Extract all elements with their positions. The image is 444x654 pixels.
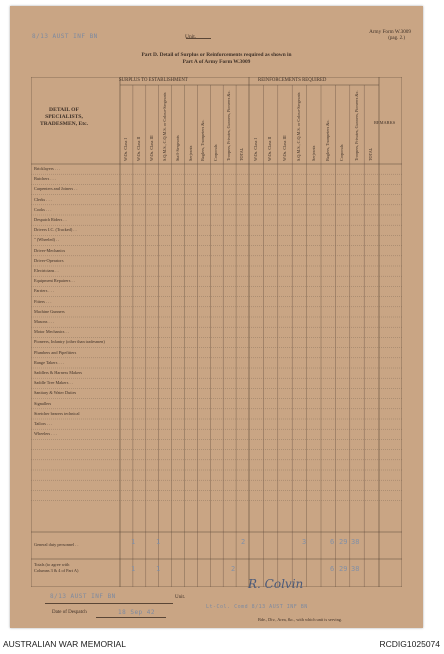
row-label: Sanitary & Water Duties bbox=[34, 390, 77, 396]
row-label: Electricians . . bbox=[34, 268, 59, 273]
row-label: Saddle Tree Makers . . bbox=[34, 380, 73, 386]
gd-value: 1 bbox=[156, 538, 161, 546]
part-subtitle: Part A of Army Form W.3009 bbox=[182, 59, 251, 65]
footer-right: RCDIG1025074 bbox=[379, 639, 440, 649]
reinf-col-label: W.Os. Class I bbox=[253, 138, 258, 161]
row-label: Saddlers & Harness Makers bbox=[34, 370, 83, 375]
gd-value: 3 bbox=[302, 538, 307, 546]
row-label: Fitters . . . bbox=[34, 298, 52, 304]
row-label: Driver-Mechanics bbox=[34, 247, 66, 253]
row-label: Stretcher bearers technical bbox=[34, 410, 80, 416]
surplus-col-label: Corporals bbox=[213, 144, 219, 161]
reinf-col-label: Serjeants bbox=[310, 145, 316, 161]
row-label: Signallers bbox=[34, 400, 52, 406]
footnote: Bde., Div., Area, &c., with which unit is serving. bbox=[258, 617, 342, 622]
reinf-heading: REINFORCEMENTS REQUIRED bbox=[258, 78, 327, 83]
row-label: Wheelers . . . bbox=[34, 431, 57, 437]
unit-underline bbox=[186, 38, 211, 39]
reinf-col-label: S.Q.M.S., C.Q.M.S. or Colour-Sergeants bbox=[296, 92, 302, 161]
gd-value: 29 bbox=[339, 538, 348, 546]
part-title: Part D. Detail of Surplus or Reinforcements required as shown in bbox=[141, 52, 292, 58]
total-value: 29 bbox=[339, 565, 348, 573]
row-label: Tailors . . . bbox=[34, 421, 53, 426]
bottom-unit-underline bbox=[45, 603, 173, 604]
gd-value: 1 bbox=[131, 538, 136, 546]
general-duty-label: General duty personnel . . bbox=[34, 542, 79, 547]
row-label: Plumbers and Pipefitters bbox=[34, 349, 77, 355]
unit-stamp: 8/13 AUST INF BN bbox=[32, 33, 98, 40]
date-underline bbox=[96, 617, 166, 618]
row-label: " (Wheeled) . . bbox=[34, 237, 60, 243]
remarks-heading: REMARKS bbox=[374, 120, 396, 125]
row-label: Driver-Operators bbox=[34, 257, 64, 263]
totals-label-2: Columns 3 & 4 of Part A) bbox=[34, 568, 79, 573]
row-label: Masons . . . bbox=[34, 319, 54, 324]
row-label: Farriers . . . bbox=[34, 288, 54, 294]
row-label: Bricklayers . . . bbox=[34, 166, 61, 171]
total-value: 1 bbox=[131, 565, 136, 573]
despatch-date-label: Date of Despatch bbox=[52, 610, 87, 615]
reinf-col-label: Corporals bbox=[339, 144, 345, 161]
unit-label: Unit. bbox=[185, 34, 197, 40]
document-page bbox=[10, 6, 423, 628]
row-label: Equipment Repairers . . bbox=[34, 278, 75, 284]
signer-stamp: Lt-Col. Comd 8/13 AUST INF BN bbox=[206, 604, 308, 610]
gd-value: 38 bbox=[351, 538, 360, 546]
row-label: Pioneers, Infantry (other than tradesmen) bbox=[34, 339, 105, 345]
surplus-col-label: W.Os. Class I bbox=[123, 138, 128, 161]
row-label: Butchers . . . bbox=[34, 176, 56, 182]
form-number: Army Form W.3009 bbox=[369, 29, 411, 35]
surplus-col-label: Serjeants bbox=[187, 145, 193, 161]
surplus-col-label: Staff-Sergeants bbox=[174, 135, 180, 161]
total-value: 38 bbox=[351, 565, 360, 573]
row-label: Clerks . . . bbox=[34, 196, 52, 202]
row-label: Drivers I.C. (Tracked) . . bbox=[34, 227, 77, 233]
reinf-col-label: W.Os. Class II bbox=[267, 136, 273, 161]
reinf-col-label: Troopers, Privates, Gunners, Pioneers &c. bbox=[353, 90, 359, 161]
gd-value: 6 bbox=[330, 538, 335, 546]
archive-footer bbox=[0, 634, 444, 654]
bottom-unit-stamp: 8/13 AUST INF BN bbox=[50, 593, 116, 600]
gd-value: 2 bbox=[241, 538, 246, 546]
surplus-col-label: Buglers, Trumpeters &c. bbox=[200, 119, 206, 161]
row-label: Machine Gunners bbox=[34, 308, 65, 314]
footer-left: AUSTRALIAN WAR MEMORIAL bbox=[3, 639, 126, 649]
bottom-unit-label: Unit. bbox=[175, 595, 186, 600]
row-label: Cooks . . . bbox=[34, 206, 52, 212]
surplus-col-label: W.Os. Class II bbox=[135, 136, 141, 161]
signature: R. Colvin bbox=[248, 577, 304, 591]
totals-label-1: Totals (to agree with bbox=[34, 562, 70, 567]
reinf-col-label: Buglers, Trumpeters &c. bbox=[325, 119, 330, 161]
reinf-col-label: W.Os. Class III bbox=[281, 135, 287, 161]
surplus-col-label: S.Q.M.S., C.Q.M.S. or Colour-Sergeants bbox=[161, 92, 167, 161]
page-number: (pag. 2.) bbox=[388, 36, 405, 41]
surplus-col-label: TOTAL bbox=[239, 147, 245, 161]
surplus-col-label: Troopers, Privates, Gunners, Pioneers &c. bbox=[226, 90, 232, 161]
total-value: 2 bbox=[231, 565, 236, 573]
row-label: Motor Mechanics . . bbox=[34, 329, 69, 335]
row-label: Range Takers . . . bbox=[34, 359, 64, 365]
total-value: 6 bbox=[330, 565, 335, 573]
row-label: Carpenters and Joiners . . bbox=[34, 186, 78, 192]
reinf-col-label: TOTAL bbox=[368, 147, 374, 161]
total-value: 1 bbox=[156, 565, 161, 573]
detail-heading: DETAIL OF SPECIALISTS, TRADESMEN, Etc. bbox=[39, 107, 88, 127]
row-label: Despatch Riders . . bbox=[34, 217, 67, 222]
despatch-date-value: 18 Sep 42 bbox=[118, 609, 156, 616]
surplus-col-label: W.Os. Class III bbox=[148, 135, 154, 161]
surplus-heading: SURPLUS TO ESTABLISHMENT bbox=[119, 78, 188, 83]
